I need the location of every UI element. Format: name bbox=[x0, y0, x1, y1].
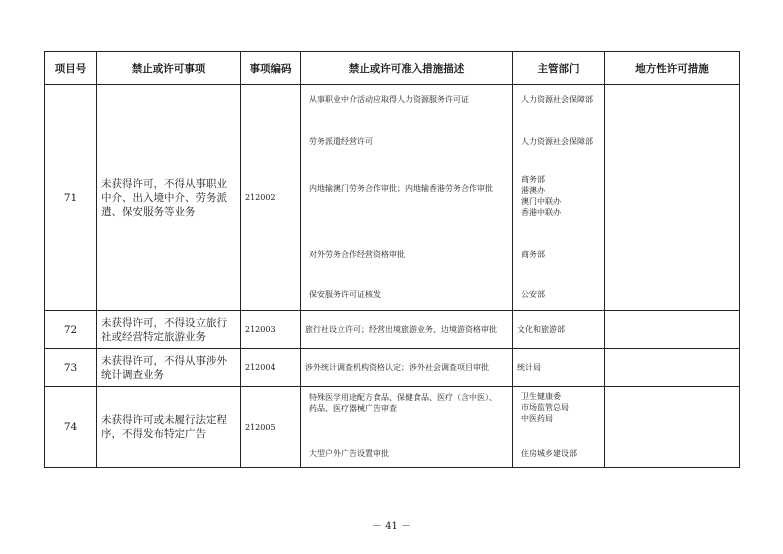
department-group bbox=[521, 94, 596, 105]
department-group bbox=[521, 448, 596, 459]
row-number: 71 bbox=[45, 85, 97, 311]
measure-description: 从事职业中介活动应取得人力资源服务许可证 bbox=[309, 95, 469, 104]
department-group bbox=[521, 174, 596, 218]
row-code: 212005 bbox=[241, 387, 301, 468]
department: 香港中联办 bbox=[521, 208, 561, 217]
row-departments bbox=[513, 387, 605, 468]
measure-description: 涉外统计调查机构资格认定；涉外社会调查项目审批 bbox=[301, 349, 513, 387]
row-number: 72 bbox=[45, 311, 97, 349]
department-group bbox=[521, 136, 596, 147]
row-item: 未获得许可或未履行法定程序，不得发布特定广告 bbox=[97, 387, 241, 468]
measure-description: 大型户外广告设置审批 bbox=[309, 449, 389, 458]
department: 卫生健康委 bbox=[521, 392, 561, 401]
row-departments bbox=[513, 85, 605, 311]
header-item-code: 事项编码 bbox=[241, 52, 301, 85]
row-descriptions bbox=[301, 387, 513, 468]
row-local-measure bbox=[605, 85, 740, 311]
row-code: 212002 bbox=[241, 85, 301, 311]
header-measure-description: 禁止或许可准入措施描述 bbox=[301, 52, 513, 85]
row-item: 未获得许可，不得从事涉外统计调查业务 bbox=[97, 349, 241, 387]
table-row bbox=[45, 349, 740, 387]
department: 文化和旅游部 bbox=[517, 325, 565, 334]
row-code: 212003 bbox=[241, 311, 301, 349]
permit-table bbox=[44, 51, 740, 468]
measure-description: 对外劳务合作经营资格审批 bbox=[309, 250, 405, 259]
measure-description: 内地输澳门劳务合作审批；内地输香港劳务合作审批 bbox=[309, 184, 493, 193]
department: 商务部 bbox=[521, 250, 545, 259]
measure-description: 劳务派遣经营许可 bbox=[309, 137, 373, 146]
row-item: 未获得许可，不得设立旅行社或经营特定旅游业务 bbox=[97, 311, 241, 349]
row-item: 未获得许可，不得从事职业中介、出入境中介、劳务派遣、保安服务等业务 bbox=[97, 85, 241, 311]
table-row bbox=[45, 387, 740, 468]
department: 住房城乡建设部 bbox=[521, 449, 577, 458]
row-descriptions bbox=[301, 85, 513, 311]
row-number: 74 bbox=[45, 387, 97, 468]
department-group bbox=[521, 391, 596, 424]
row-code: 212004 bbox=[241, 349, 301, 387]
department: 统计局 bbox=[517, 363, 541, 372]
row-local-measure bbox=[605, 387, 740, 468]
measure-description: 特殊医学用途配方食品、保健食品、医疗（含中医）、药品、医疗器械广告审查 bbox=[309, 393, 497, 413]
table-row bbox=[45, 311, 740, 349]
header-department: 主管部门 bbox=[513, 52, 605, 85]
department: 市场监管总局 bbox=[521, 403, 569, 412]
row-local-measure bbox=[605, 311, 740, 349]
department-group bbox=[521, 249, 596, 260]
department: 港澳办 bbox=[521, 186, 545, 195]
department: 澳门中联办 bbox=[521, 197, 561, 206]
page-number: － 41 － bbox=[371, 521, 412, 532]
header-row bbox=[45, 52, 740, 85]
table-row bbox=[45, 85, 740, 311]
department: 公安部 bbox=[521, 290, 545, 299]
department: 中医药局 bbox=[521, 414, 553, 423]
header-local-measure: 地方性许可措施 bbox=[605, 52, 740, 85]
measure-description: 旅行社设立许可；经营出境旅游业务、边境游资格审批 bbox=[301, 311, 513, 349]
department: 商务部 bbox=[521, 175, 545, 184]
row-departments bbox=[513, 311, 605, 349]
measure-description: 保安服务许可证核发 bbox=[309, 290, 381, 299]
row-departments bbox=[513, 349, 605, 387]
header-item-number: 项目号 bbox=[45, 52, 97, 85]
department-group bbox=[521, 289, 596, 300]
row-local-measure bbox=[605, 349, 740, 387]
row-number: 73 bbox=[45, 349, 97, 387]
department: 人力资源社会保障部 bbox=[521, 137, 593, 146]
header-item-name: 禁止或许可事项 bbox=[97, 52, 241, 85]
department: 人力资源社会保障部 bbox=[521, 95, 593, 104]
